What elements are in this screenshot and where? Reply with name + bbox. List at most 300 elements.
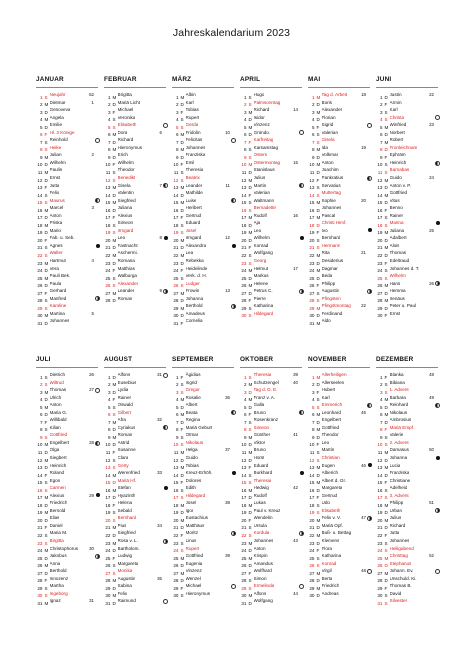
name-day: Servatius bbox=[321, 182, 341, 188]
calendar-week: 50 bbox=[429, 447, 434, 453]
name-day: Pfingsten bbox=[321, 295, 341, 301]
day-row bbox=[376, 431, 440, 439]
day-row bbox=[104, 242, 168, 250]
day-row bbox=[308, 552, 372, 560]
day-row bbox=[376, 462, 440, 470]
day-row bbox=[240, 166, 304, 174]
day-number: 8 bbox=[107, 147, 111, 152]
day-row bbox=[376, 204, 440, 212]
weekday: D bbox=[44, 177, 48, 182]
name-day: Desiderius bbox=[321, 258, 344, 264]
name-day: 3. Advent bbox=[389, 492, 409, 498]
name-day: Reinhold bbox=[49, 137, 68, 143]
name-day: Bernadette bbox=[253, 205, 276, 211]
weekday: M bbox=[316, 268, 321, 273]
name-day: Vinzenz bbox=[185, 568, 202, 574]
name-day: Margareta bbox=[321, 485, 343, 491]
day-row bbox=[104, 159, 168, 167]
day-row bbox=[308, 249, 372, 257]
day-number: 4 bbox=[175, 117, 179, 122]
name-day: Augustin bbox=[321, 288, 340, 294]
weekday: M bbox=[44, 275, 49, 280]
weekday: F bbox=[44, 185, 48, 190]
name-day: Johannes bbox=[389, 538, 410, 544]
weekday: S bbox=[248, 200, 252, 205]
name-day: Hieronymus bbox=[185, 590, 211, 596]
day-row bbox=[172, 469, 236, 477]
weekday: M bbox=[180, 132, 185, 137]
weekday: F bbox=[316, 230, 320, 235]
name-day: Felix bbox=[49, 190, 60, 196]
weekday: D bbox=[44, 465, 48, 470]
day-number: 6 bbox=[175, 132, 179, 137]
weekday: D bbox=[248, 442, 252, 447]
weekday: F bbox=[112, 450, 116, 455]
weekday: S bbox=[44, 382, 48, 387]
day-row bbox=[172, 234, 236, 242]
name-day: Hermann bbox=[321, 242, 341, 248]
name-day: Stephanus bbox=[389, 560, 412, 566]
name-day: Jutta bbox=[49, 182, 60, 188]
weekday: M bbox=[180, 253, 185, 258]
day-row bbox=[376, 280, 440, 288]
weekday: M bbox=[44, 510, 49, 515]
weekday: D bbox=[384, 457, 388, 462]
day-number: 4 bbox=[39, 117, 43, 122]
name-day: Anton bbox=[49, 212, 62, 218]
name-day: Bibiana bbox=[389, 379, 405, 385]
name-day: Tag d. D. E. bbox=[253, 387, 278, 393]
moon-first-icon bbox=[367, 516, 372, 521]
day-row bbox=[172, 242, 236, 250]
day-row bbox=[172, 371, 236, 379]
weekday: M bbox=[44, 102, 49, 107]
day-row bbox=[240, 469, 304, 477]
day-row bbox=[240, 597, 304, 605]
day-number: 12 bbox=[105, 457, 111, 462]
day-number: 1 bbox=[175, 94, 179, 99]
day-row bbox=[104, 439, 168, 447]
day-number: 29 bbox=[173, 305, 179, 310]
moon-new-icon bbox=[300, 236, 304, 240]
weekday: D bbox=[44, 555, 48, 560]
day-number: 11 bbox=[309, 170, 315, 175]
day-row bbox=[36, 136, 100, 144]
calendar-week: 2 bbox=[91, 152, 94, 158]
name-day: 2. Advent bbox=[389, 439, 409, 445]
name-day: Rosa v. L. bbox=[117, 538, 138, 544]
weekday: D bbox=[112, 260, 116, 265]
day-number: 22 bbox=[105, 253, 111, 258]
weekday: M bbox=[248, 124, 253, 129]
day-number: 9 bbox=[175, 434, 179, 439]
name-day: Florian bbox=[321, 114, 336, 120]
name-day: Vinzenz bbox=[253, 122, 270, 128]
month-column bbox=[240, 356, 304, 619]
day-row bbox=[240, 106, 304, 114]
day-number: 28 bbox=[37, 298, 43, 303]
weekday: D bbox=[112, 480, 116, 485]
day-row bbox=[308, 136, 372, 144]
day-row bbox=[36, 144, 100, 152]
day-row bbox=[172, 379, 236, 387]
name-day: Birgitta bbox=[49, 538, 64, 544]
day-number: 16 bbox=[105, 207, 111, 212]
day-number: 15 bbox=[241, 200, 247, 205]
weekday: D bbox=[180, 472, 184, 477]
day-number: 25 bbox=[105, 555, 111, 560]
name-day: Johanna bbox=[185, 295, 204, 301]
day-number: 23 bbox=[377, 540, 383, 545]
name-day: Rupert bbox=[185, 114, 200, 120]
name-day: Eugen bbox=[321, 462, 335, 468]
weekday: S bbox=[316, 192, 320, 197]
weekday: M bbox=[248, 177, 253, 182]
name-day: Valerian bbox=[321, 129, 339, 135]
day-row bbox=[172, 492, 236, 500]
day-number: 17 bbox=[309, 495, 315, 500]
weekday: S bbox=[112, 412, 116, 417]
name-day: Silvester bbox=[389, 598, 408, 604]
day-number: 3 bbox=[175, 389, 179, 394]
name-day: Alois bbox=[389, 242, 400, 248]
day-row bbox=[36, 189, 100, 197]
weekday: F bbox=[112, 268, 116, 273]
name-day: Gertrud bbox=[321, 492, 338, 498]
day-row bbox=[172, 567, 236, 575]
name-day: Oswald bbox=[117, 402, 133, 408]
name-day: Johannes bbox=[185, 144, 206, 150]
name-day: Andreas bbox=[321, 590, 339, 596]
month-divider bbox=[172, 87, 234, 88]
name-day: Richard bbox=[117, 137, 134, 143]
name-day: Martin bbox=[253, 182, 267, 188]
weekday: F bbox=[112, 502, 116, 507]
day-number: 21 bbox=[241, 245, 247, 250]
name-day: Martin bbox=[321, 447, 335, 453]
day-number: 30 bbox=[377, 593, 383, 598]
day-row bbox=[172, 317, 236, 325]
day-row bbox=[308, 439, 372, 447]
weekday: M bbox=[180, 517, 185, 522]
day-row bbox=[104, 446, 168, 454]
name-day: Bruno bbox=[253, 409, 266, 415]
day-row bbox=[172, 302, 236, 310]
day-number: 15 bbox=[105, 480, 111, 485]
day-number: 27 bbox=[105, 290, 111, 295]
day-row bbox=[240, 249, 304, 257]
weekday: S bbox=[248, 578, 252, 583]
name-day: Gottfried bbox=[389, 190, 408, 196]
weekday: M bbox=[384, 298, 389, 303]
weekday: S bbox=[180, 593, 184, 598]
day-row bbox=[172, 409, 236, 417]
name-day: Regina bbox=[185, 417, 201, 423]
day-number: 21 bbox=[377, 525, 383, 530]
weekday: D bbox=[248, 117, 252, 122]
weekday: D bbox=[384, 419, 388, 424]
day-number: 14 bbox=[241, 472, 247, 477]
moon-full-icon bbox=[435, 569, 440, 574]
calendar-week: 3 bbox=[91, 205, 94, 211]
day-row bbox=[104, 545, 168, 553]
day-number: 11 bbox=[241, 170, 247, 175]
day-row bbox=[172, 529, 236, 537]
weekday: S bbox=[316, 404, 320, 409]
name-day: Matthäus bbox=[185, 522, 205, 528]
calendar-week: 52 bbox=[89, 92, 94, 97]
day-row bbox=[240, 394, 304, 402]
name-day: Rosalie bbox=[185, 394, 201, 400]
day-row bbox=[104, 114, 168, 122]
day-row bbox=[376, 560, 440, 568]
day-number: 8 bbox=[175, 427, 179, 432]
day-number: 19 bbox=[309, 230, 315, 235]
name-day: Anna bbox=[49, 560, 61, 566]
weekday: S bbox=[44, 427, 48, 432]
day-row bbox=[240, 371, 304, 379]
name-day: Allerseelen bbox=[321, 379, 345, 385]
calendar-week: 14 bbox=[293, 107, 298, 113]
calendar-week: 41 bbox=[293, 432, 298, 438]
day-number: 18 bbox=[377, 222, 383, 227]
day-number: 13 bbox=[309, 185, 315, 190]
day-row bbox=[36, 91, 100, 99]
month-divider bbox=[36, 367, 98, 368]
day-number: 3 bbox=[243, 109, 247, 114]
day-number: 13 bbox=[309, 465, 315, 470]
day-row bbox=[36, 499, 100, 507]
name-day: Raimund bbox=[117, 598, 136, 604]
name-day: Alfons bbox=[253, 590, 267, 596]
weekday: D bbox=[180, 192, 184, 197]
weekday: F bbox=[180, 162, 184, 167]
name-day: Michael bbox=[117, 107, 134, 113]
day-row bbox=[104, 529, 168, 537]
name-day: Edeltraud bbox=[389, 258, 410, 264]
name-day: Pauli Bek. bbox=[49, 273, 71, 279]
day-number: 4 bbox=[107, 397, 111, 402]
weekday: D bbox=[112, 442, 116, 447]
day-row bbox=[172, 499, 236, 507]
name-day: Leander bbox=[117, 288, 135, 294]
moon-new-icon bbox=[96, 244, 100, 248]
weekday: F bbox=[180, 268, 184, 273]
day-row bbox=[104, 151, 168, 159]
day-row bbox=[240, 514, 304, 522]
day-row bbox=[172, 106, 236, 114]
weekday: F bbox=[44, 578, 48, 583]
name-day: Ludger bbox=[185, 280, 200, 286]
weekday: F bbox=[180, 427, 184, 432]
weekday: S bbox=[112, 465, 116, 470]
calendar-week: 4 bbox=[91, 258, 94, 264]
day-number: 19 bbox=[173, 230, 179, 235]
weekday: M bbox=[180, 237, 185, 242]
day-number: 6 bbox=[379, 132, 383, 137]
name-day: Alberich bbox=[321, 470, 339, 476]
month-column bbox=[376, 76, 440, 339]
weekday: D bbox=[44, 412, 48, 417]
day-number: 28 bbox=[377, 578, 383, 583]
day-number: 12 bbox=[241, 177, 247, 182]
weekday: S bbox=[112, 177, 116, 182]
day-number: 6 bbox=[379, 412, 383, 417]
name-day: Muttertag bbox=[321, 190, 341, 196]
weekday: D bbox=[316, 207, 320, 212]
name-day: Karsamstag bbox=[253, 144, 279, 150]
weekday: F bbox=[316, 283, 320, 288]
weekday: M bbox=[316, 585, 321, 590]
day-row bbox=[240, 575, 304, 583]
day-number: 24 bbox=[173, 268, 179, 273]
moon-first-icon bbox=[299, 531, 304, 536]
weekday: D bbox=[384, 578, 388, 583]
day-row bbox=[240, 462, 304, 470]
name-day: Joachim bbox=[321, 167, 339, 173]
name-day: Anton bbox=[321, 159, 334, 165]
name-day: Fronleichnam bbox=[389, 144, 418, 150]
weekday: D bbox=[248, 548, 252, 553]
name-day: Wolfhard bbox=[253, 568, 272, 574]
name-day: Thomas bbox=[389, 250, 407, 256]
day-row bbox=[376, 151, 440, 159]
day-number: 24 bbox=[377, 268, 383, 273]
day-row bbox=[240, 529, 304, 537]
weekday: M bbox=[248, 268, 253, 273]
day-number: 2 bbox=[311, 102, 315, 107]
weekday: M bbox=[384, 555, 389, 560]
day-row bbox=[172, 575, 236, 583]
day-number: 12 bbox=[309, 177, 315, 182]
day-number: 22 bbox=[173, 533, 179, 538]
weekday: M bbox=[384, 450, 389, 455]
day-number: 31 bbox=[377, 600, 383, 605]
day-row bbox=[104, 590, 168, 598]
day-row bbox=[172, 129, 236, 137]
day-row bbox=[376, 590, 440, 598]
weekday: S bbox=[180, 434, 184, 439]
day-row bbox=[308, 492, 372, 500]
day-number: 20 bbox=[37, 517, 43, 522]
day-number: 2 bbox=[379, 382, 383, 387]
month-column bbox=[308, 76, 372, 339]
weekday: D bbox=[316, 593, 320, 598]
day-row bbox=[36, 212, 100, 220]
weekday: S bbox=[180, 442, 184, 447]
day-number: 9 bbox=[379, 154, 383, 159]
weekday: M bbox=[316, 200, 321, 205]
name-day: Rainer bbox=[117, 394, 132, 400]
name-day: Gregor bbox=[185, 387, 200, 393]
month-column bbox=[172, 356, 236, 619]
name-day: Barnabas bbox=[389, 167, 410, 173]
day-row bbox=[308, 129, 372, 137]
weekday: D bbox=[384, 94, 388, 99]
name-day: Volkmar bbox=[321, 152, 339, 158]
moon-new-icon bbox=[164, 236, 168, 240]
weekday: S bbox=[384, 593, 388, 598]
name-day: Heike bbox=[49, 144, 62, 150]
name-day: Peter u. Paul bbox=[389, 303, 417, 309]
weekday: S bbox=[112, 170, 116, 175]
day-number: 11 bbox=[377, 450, 383, 455]
moon-full-icon bbox=[163, 123, 168, 128]
name-day: Simeon bbox=[117, 220, 134, 226]
name-day: Tag d. Arbeit bbox=[321, 92, 348, 97]
day-number: 21 bbox=[309, 525, 315, 530]
month-name: JUNI bbox=[376, 76, 392, 83]
weekday: M bbox=[384, 502, 389, 507]
month-name: MAI bbox=[308, 76, 321, 83]
weekday: D bbox=[112, 374, 116, 379]
day-number: 9 bbox=[107, 434, 111, 439]
day-row bbox=[308, 394, 372, 402]
day-number: 26 bbox=[241, 283, 247, 288]
moon-last-icon bbox=[367, 176, 372, 181]
moon-last-icon bbox=[299, 183, 304, 188]
day-row bbox=[240, 386, 304, 394]
day-number: 15 bbox=[105, 200, 111, 205]
day-row bbox=[172, 280, 236, 288]
weekday: S bbox=[316, 139, 320, 144]
weekday: D bbox=[180, 578, 184, 583]
weekday: S bbox=[180, 124, 184, 129]
day-number: 18 bbox=[105, 222, 111, 227]
day-number: 11 bbox=[377, 170, 383, 175]
weekday: F bbox=[112, 555, 116, 560]
day-number: 13 bbox=[241, 465, 247, 470]
day-number: 25 bbox=[173, 555, 179, 560]
weekday: D bbox=[112, 192, 116, 197]
day-row bbox=[240, 431, 304, 439]
name-day: Juliana bbox=[389, 227, 405, 233]
day-number: 29 bbox=[37, 585, 43, 590]
day-row bbox=[240, 416, 304, 424]
weekday: M bbox=[316, 320, 321, 325]
calendar-week: 38 bbox=[225, 500, 230, 506]
weekday: M bbox=[112, 434, 117, 439]
weekday: S bbox=[180, 382, 184, 387]
day-row bbox=[104, 249, 168, 257]
name-day: Blanka bbox=[389, 372, 404, 377]
day-number: 10 bbox=[241, 442, 247, 447]
day-number: 10 bbox=[37, 162, 43, 167]
name-day: Bernhard bbox=[117, 515, 137, 521]
day-row bbox=[308, 234, 372, 242]
name-day: Albin bbox=[185, 92, 196, 97]
day-number: 2 bbox=[175, 102, 179, 107]
name-day: Ägidius bbox=[185, 372, 201, 377]
weekday: S bbox=[384, 109, 388, 114]
moon-last-icon bbox=[163, 183, 168, 188]
moon-full-icon bbox=[163, 599, 168, 604]
day-row bbox=[308, 514, 372, 522]
weekday: S bbox=[384, 117, 388, 122]
weekday: M bbox=[316, 147, 321, 152]
name-day: Friedrich bbox=[321, 583, 340, 589]
day-row bbox=[376, 567, 440, 575]
day-row bbox=[376, 121, 440, 129]
day-number: 20 bbox=[37, 237, 43, 242]
day-row bbox=[36, 446, 100, 454]
day-row bbox=[104, 99, 168, 107]
month-column bbox=[172, 76, 236, 339]
name-day: Sigrid bbox=[321, 122, 334, 128]
weekday: F bbox=[112, 215, 116, 220]
name-day: Theodor bbox=[321, 432, 339, 438]
name-day: Nikolaus bbox=[185, 439, 204, 445]
